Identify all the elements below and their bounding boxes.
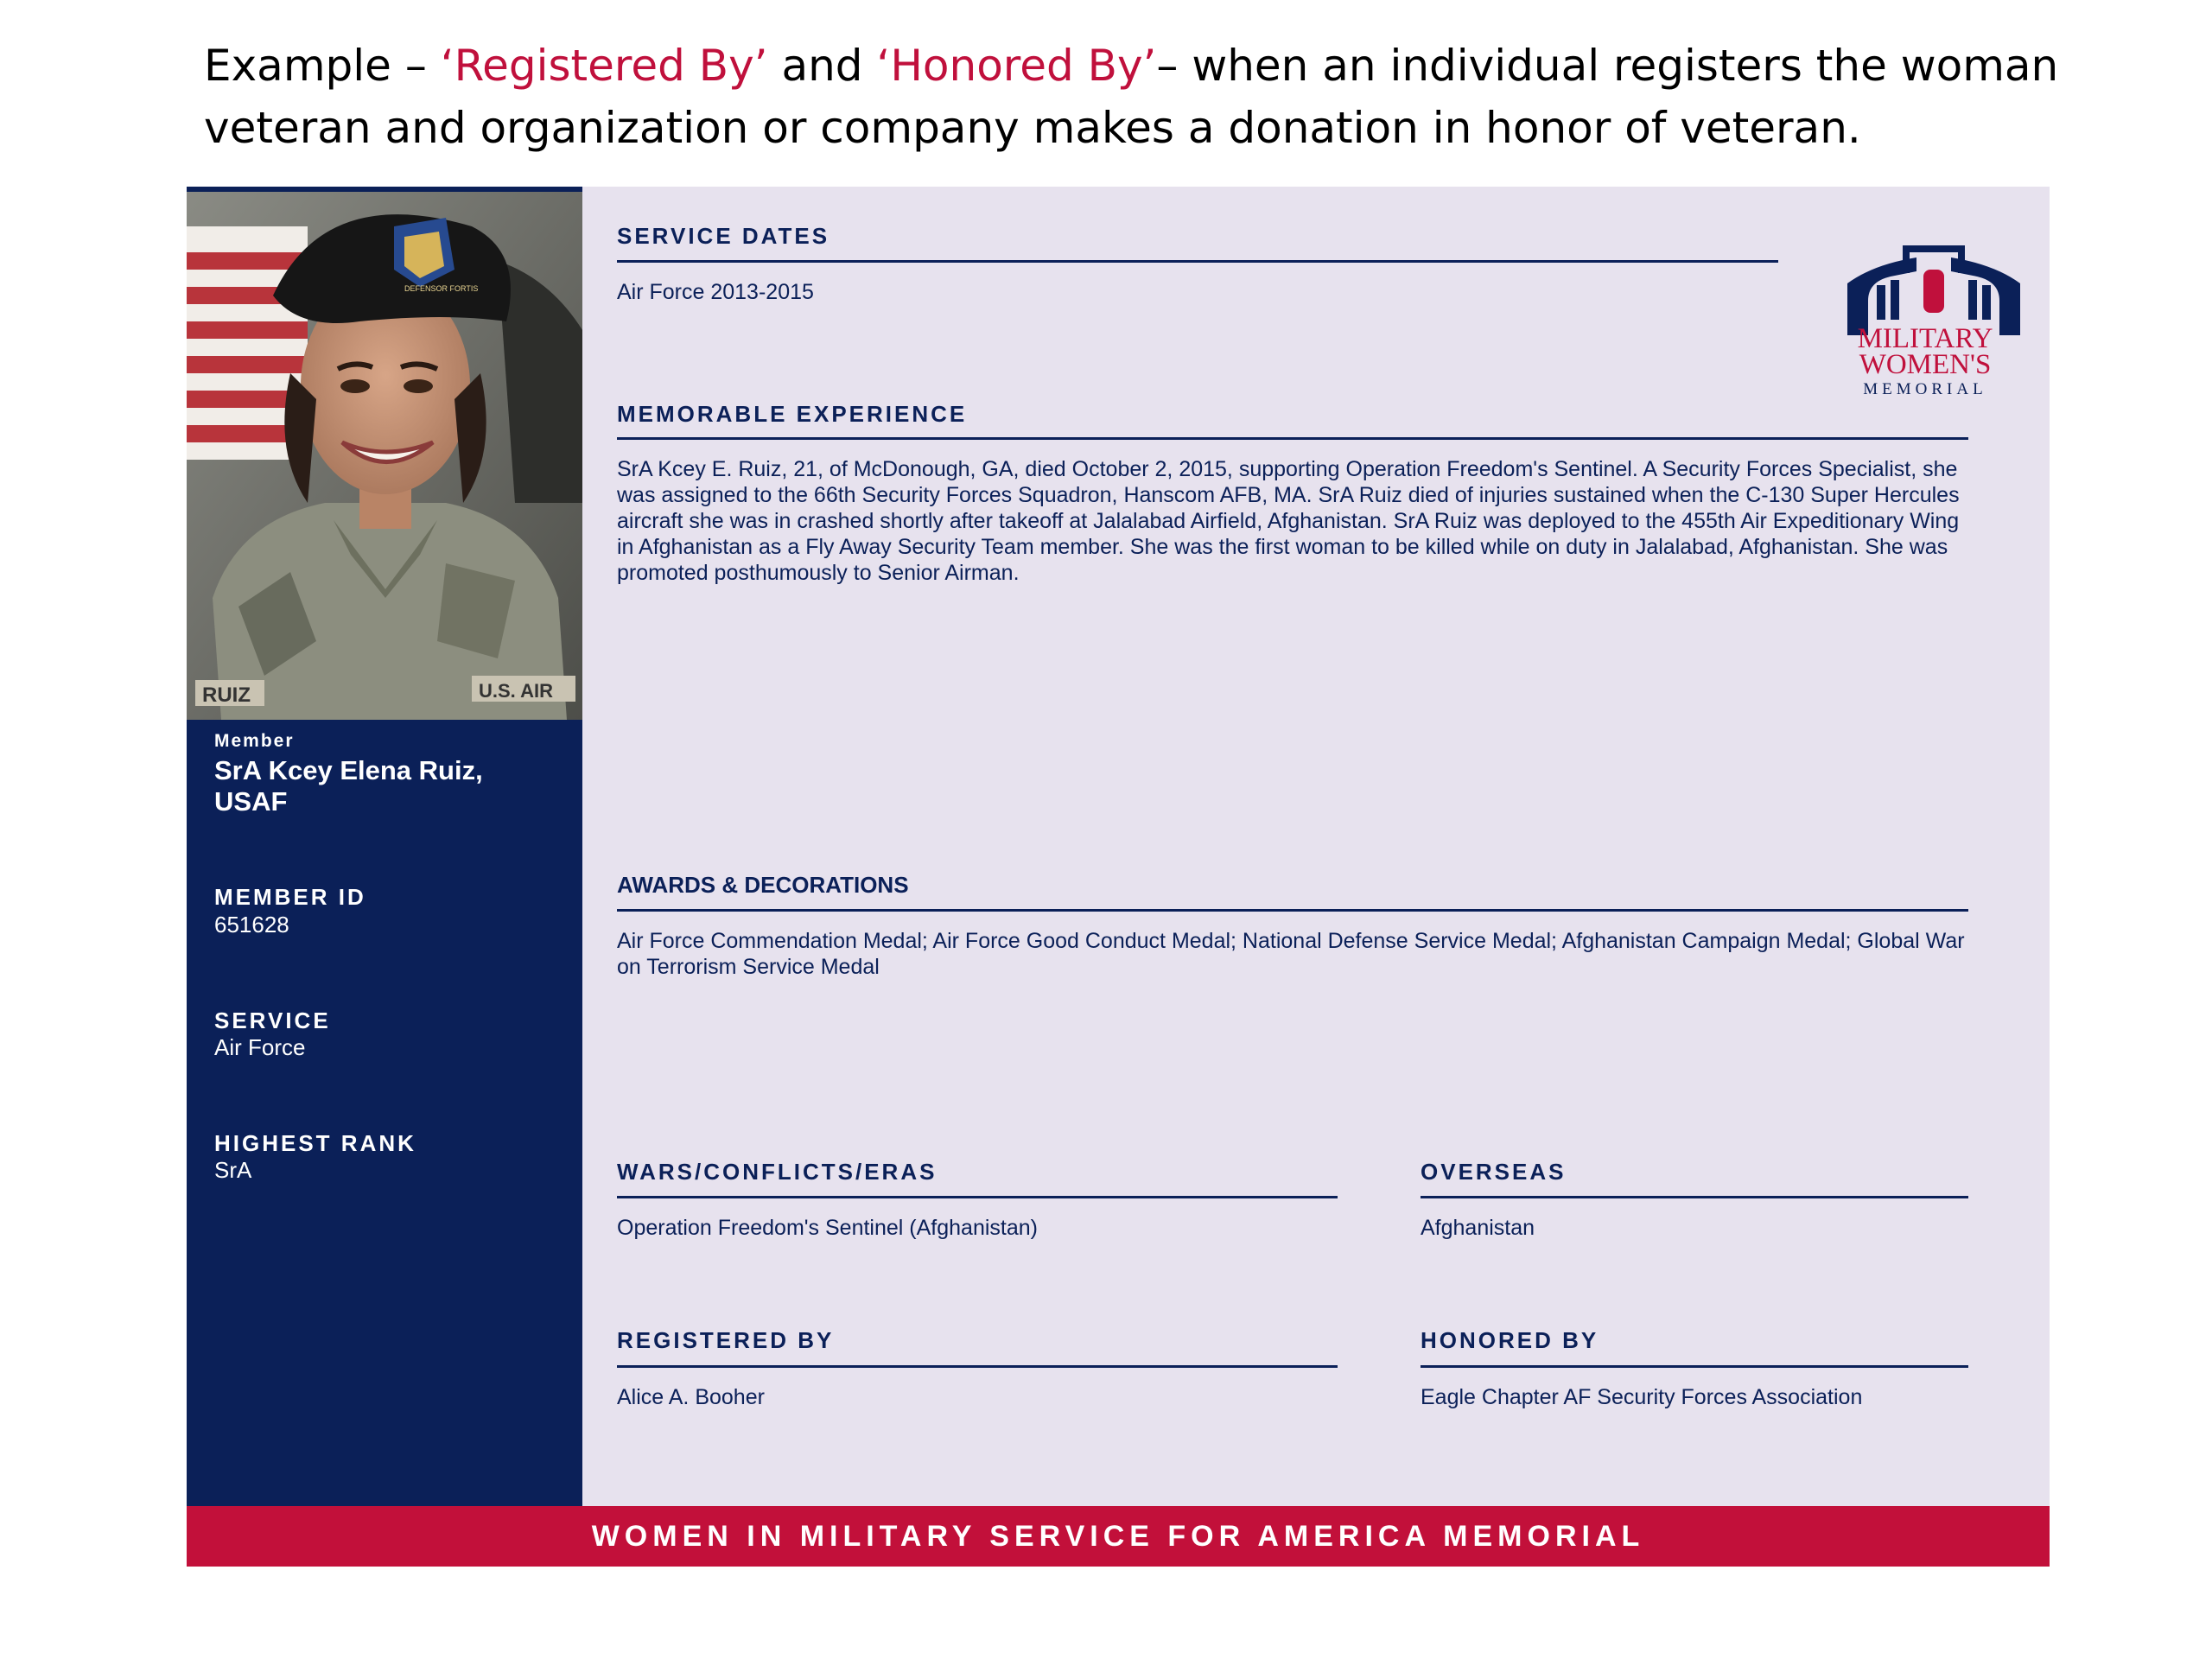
memorial-card bbox=[187, 187, 2050, 1567]
logo-line-2: WOMEN'S bbox=[1859, 349, 1992, 380]
slide-caption bbox=[204, 35, 2148, 159]
memorable-experience-title: MEMORABLE EXPERIENCE bbox=[617, 401, 968, 427]
overseas-rule bbox=[1421, 1196, 1968, 1198]
service-label: SERVICE bbox=[214, 1007, 331, 1033]
caption-prefix: Example – bbox=[204, 41, 441, 91]
overseas-title: OVERSEAS bbox=[1421, 1159, 1567, 1185]
registered-by-text: Alice A. Booher bbox=[617, 1385, 765, 1409]
caption-registered-by: ‘Registered By’ bbox=[440, 41, 768, 91]
wars-conflicts-text: Operation Freedom's Sentinel (Afghanistan) bbox=[617, 1216, 1038, 1240]
service-dates-title: SERVICE DATES bbox=[617, 223, 830, 249]
beret-flash-text: DEFENSOR FORTIS bbox=[404, 284, 479, 293]
service-dates-text: Air Force 2013-2015 bbox=[617, 280, 814, 304]
awards-title: AWARDS & DECORATIONS bbox=[617, 872, 909, 898]
member-photo bbox=[187, 192, 582, 720]
member-portrait-illustration bbox=[187, 192, 582, 720]
registered-by-title: REGISTERED BY bbox=[617, 1327, 835, 1353]
service-value: Air Force bbox=[214, 1034, 306, 1060]
memorable-experience-text: SrA Kcey E. Ruiz, 21, of McDonough, GA, died October 2, 2015, supporting Operation Freedom's Sentinel. A Security Forces Specialist, she was assigned to the 66th Security Forces Squadron, Hanscom AFB, MA. SrA Ruiz died of injuries sustained when the C-130 Super Hercules aircraft she was in crashed shortly after takeoff at Jalalabad Airfield, Afghanistan. SrA Ruiz was deployed to the 455th Air Expeditionary Wing in Afghanistan as a Fly Away Security Team member. She was the first woman to be killed while on duty in Jalalabad, Afghanistan. She was promoted posthumously to Senior Airman. bbox=[617, 457, 1960, 585]
wars-conflicts-title: WARS/CONFLICTS/ERAS bbox=[617, 1159, 938, 1185]
caption-honored-by: ‘Honored By’ bbox=[876, 41, 1157, 91]
member-sidebar bbox=[187, 187, 582, 1506]
member-id-label: MEMBER ID bbox=[214, 884, 366, 910]
honored-by-title: HONORED BY bbox=[1421, 1327, 1599, 1353]
footer-banner: WOMEN IN MILITARY SERVICE FOR AMERICA MEMORIAL bbox=[187, 1506, 2050, 1567]
awards-text: Air Force Commendation Medal; Air Force Good Conduct Medal; National Defense Service Medal; Afghanistan Campaign Medal; Global War on Terrorism Service Medal bbox=[617, 929, 1965, 979]
member-id-value: 651628 bbox=[214, 912, 289, 938]
wars-conflicts-rule bbox=[617, 1196, 1338, 1198]
memorable-experience-rule bbox=[617, 437, 1968, 440]
member-name: SrA Kcey Elena Ruiz, USAF bbox=[214, 755, 483, 817]
caption-rest: – when an individual registers the woman veteran and organization or company makes a donation in honor of veteran. bbox=[204, 41, 2059, 153]
registered-by-rule bbox=[617, 1365, 1338, 1368]
name-tape: RUIZ bbox=[202, 683, 251, 707]
highest-rank-value: SrA bbox=[214, 1157, 252, 1183]
logo-line-3: MEMORIAL bbox=[1863, 380, 1987, 398]
honored-by-text: Eagle Chapter AF Security Forces Association bbox=[1421, 1385, 1863, 1409]
awards-rule bbox=[617, 909, 1968, 912]
overseas-text: Afghanistan bbox=[1421, 1216, 1535, 1240]
highest-rank-label: HIGHEST RANK bbox=[214, 1130, 416, 1156]
member-label: Member bbox=[214, 731, 295, 751]
logo-line-1: MILITARY bbox=[1857, 323, 1993, 354]
service-dates-rule bbox=[617, 260, 1778, 263]
honored-by-rule bbox=[1421, 1365, 1968, 1368]
caption-and: and bbox=[767, 41, 877, 91]
branch-tape: U.S. AIR bbox=[479, 680, 553, 702]
